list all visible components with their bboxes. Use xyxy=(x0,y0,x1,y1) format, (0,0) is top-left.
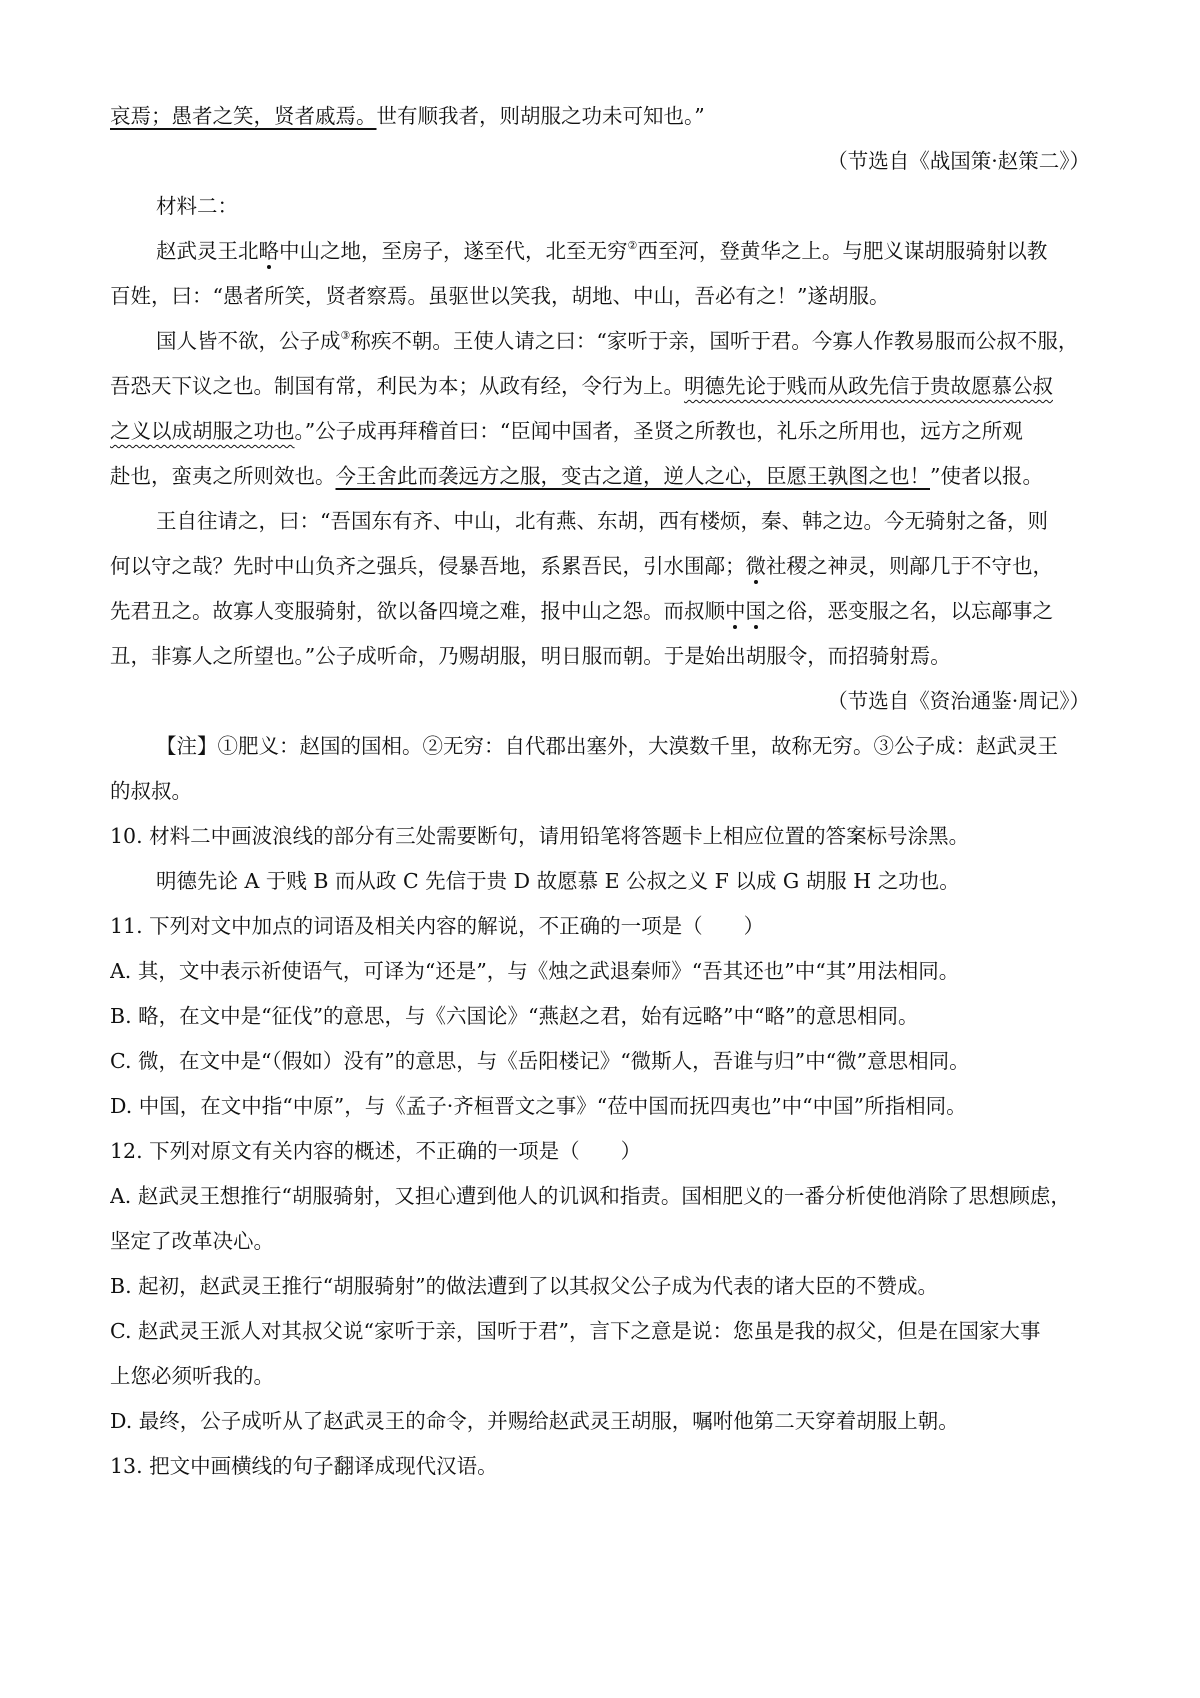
question-13: 13. 把文中画横线的句子翻译成现代汉语。 xyxy=(110,1454,498,1478)
wavy-underlined-text: 明德先论于贱而从政先信于贵故愿慕公叔 xyxy=(684,374,1053,398)
passage-line xyxy=(110,364,1090,409)
text-run: 何以守之哉？先时中山负齐之强兵，侵暴吾地，系累吾民，引水围鄗； xyxy=(110,554,746,578)
annotation-note: 的叔叔。 xyxy=(110,779,192,803)
text-run: 。”公子成再拜稽首曰：“臣闻中国者，圣贤之所教也，礼乐之所用也，远方之所观 xyxy=(294,419,1023,443)
option-b: B. 起初，赵武灵王推行“胡服骑射”的做法遭到了以其叔父公子成为代表的诸大臣的不赞成。 xyxy=(110,1274,939,1298)
wavy-underlined-text: 之义以成胡服之功也 xyxy=(110,419,295,443)
annotation-note: 【注】①肥义：赵国的国相。②无穷：自代郡出塞外，大漠数千里，故称无穷。③公子成：赵武灵王 xyxy=(156,734,1058,758)
underlined-sentence: 今王舍此而袭远方之服，变古之道，逆人之心，臣愿王孰图之也！ xyxy=(335,464,930,488)
text-run: 之俗，恶变服之名，以忘鄗事之 xyxy=(766,599,1053,623)
text-run: ”使者以报。 xyxy=(930,464,1043,488)
option-c: C. 赵武灵王派人对其叔父说“家听于亲，国听于君”，言下之意是说：您虽是我的叔父，但是在国家大事 xyxy=(110,1319,1041,1343)
text-run: 西至河，登黄华之上。与肥义谋胡服骑射以教 xyxy=(637,239,1048,263)
passage-line xyxy=(110,409,1090,454)
dotted-word: 略 xyxy=(258,239,279,263)
dotted-word: 微 xyxy=(745,554,766,578)
text-run: 赴也，蛮夷之所则效也。 xyxy=(110,464,336,488)
passage-line xyxy=(110,94,1090,139)
footnote-marker: ② xyxy=(627,239,638,252)
text-run: 国人皆不欲，公子成 xyxy=(156,329,341,353)
option-a: A. 其，文中表示祈使语气，可译为“还是”，与《烛之武退秦师》“吾其还也”中“其”用法相同。 xyxy=(110,959,960,983)
dotted-word: 中 xyxy=(725,599,746,623)
text-run: 中山之地，至房子，遂至代，北至无穷 xyxy=(279,239,628,263)
option-d: D. 中国，在文中指“中原”，与《孟子·齐桓晋文之事》“莅中国而抚四夷也”中“中国”所指相同。 xyxy=(110,1094,967,1118)
text-run: 社稷之神灵，则鄗几于不守也， xyxy=(766,554,1053,578)
underlined-sentence: 哀焉；愚者之笑，贤者戚焉。 xyxy=(110,104,377,128)
text-run: 吾恐天下议之也。制国有常，利民为本；从政有经，令行为上。 xyxy=(110,374,684,398)
option-c-continued: 上您必须听我的。 xyxy=(110,1364,274,1388)
option-a-continued: 坚定了改革决心。 xyxy=(110,1229,274,1253)
text-run: 称疾不朝。王使人请之曰：“家听于亲，国听于君。今寡人作教易服而公叔不服， xyxy=(350,329,1079,353)
section-heading: 材料二： xyxy=(156,194,238,218)
option-a: A. 赵武灵王想推行“胡服骑射，又担心遭到他人的讥讽和指责。国相肥义的一番分析使他消除了思想顾虑， xyxy=(110,1184,1071,1208)
question-12: 12. 下列对原文有关内容的概述，不正确的一项是（ ） xyxy=(110,1139,642,1163)
text-run: 赵武灵王北 xyxy=(156,239,259,263)
passage-line: 王自往请之，曰：“吾国东有齐、中山，北有燕、东胡，西有楼烦，秦、韩之边。今无骑射之备，则 xyxy=(156,509,1048,533)
question-10-sentence: 明德先论 A 于贱 B 而从政 C 先信于贵 D 故愿慕 E 公叔之义 F 以成 G 胡服 H 之功也。 xyxy=(156,869,960,893)
passage-line xyxy=(110,229,1090,274)
passage-line xyxy=(110,319,1090,364)
question-10: 10. 材料二中画波浪线的部分有三处需要断句，请用铅笔将答题卡上相应位置的答案标号涂黑。 xyxy=(110,824,970,848)
text-run: 先君丑之。故寡人变服骑射，欲以备四境之难，报中山之怨。而叔顺 xyxy=(110,599,725,623)
option-d: D. 最终，公子成听从了赵武灵王的命令，并赐给赵武灵王胡服，嘱咐他第二天穿着胡服上朝。 xyxy=(110,1409,959,1433)
passage-line xyxy=(110,454,1090,499)
dotted-word: 国 xyxy=(745,599,766,623)
option-c: C. 微，在文中是“（假如）没有”的意思，与《岳阳楼记》“微斯人，吾谁与归”中“微”意思相同。 xyxy=(110,1049,970,1073)
passage-line xyxy=(110,589,1090,634)
question-11: 11. 下列对文中加点的词语及相关内容的解说，不正确的一项是（ ） xyxy=(110,914,765,938)
source-citation: （节选自《资治通鉴·周记》） xyxy=(827,689,1090,713)
footnote-marker: ③ xyxy=(340,329,351,342)
passage-line: 丑，非寡人之所望也。”公子成听命，乃赐胡服，明日服而朝。于是始出胡服令，而招骑射焉。 xyxy=(110,644,951,668)
text-run: 世有顺我者，则胡服之功未可知也。” xyxy=(376,104,705,128)
passage-line: 百姓，曰：“愚者所笑，贤者察焉。虽驱世以笑我，胡地、中山，吾必有之！”遂胡服。 xyxy=(110,284,890,308)
option-b: B. 略，在文中是“征伐”的意思，与《六国论》“燕赵之君，始有远略”中“略”的意思相同。 xyxy=(110,1004,919,1028)
source-citation: （节选自《战国策·赵策二》） xyxy=(827,149,1090,173)
passage-line xyxy=(110,544,1090,589)
